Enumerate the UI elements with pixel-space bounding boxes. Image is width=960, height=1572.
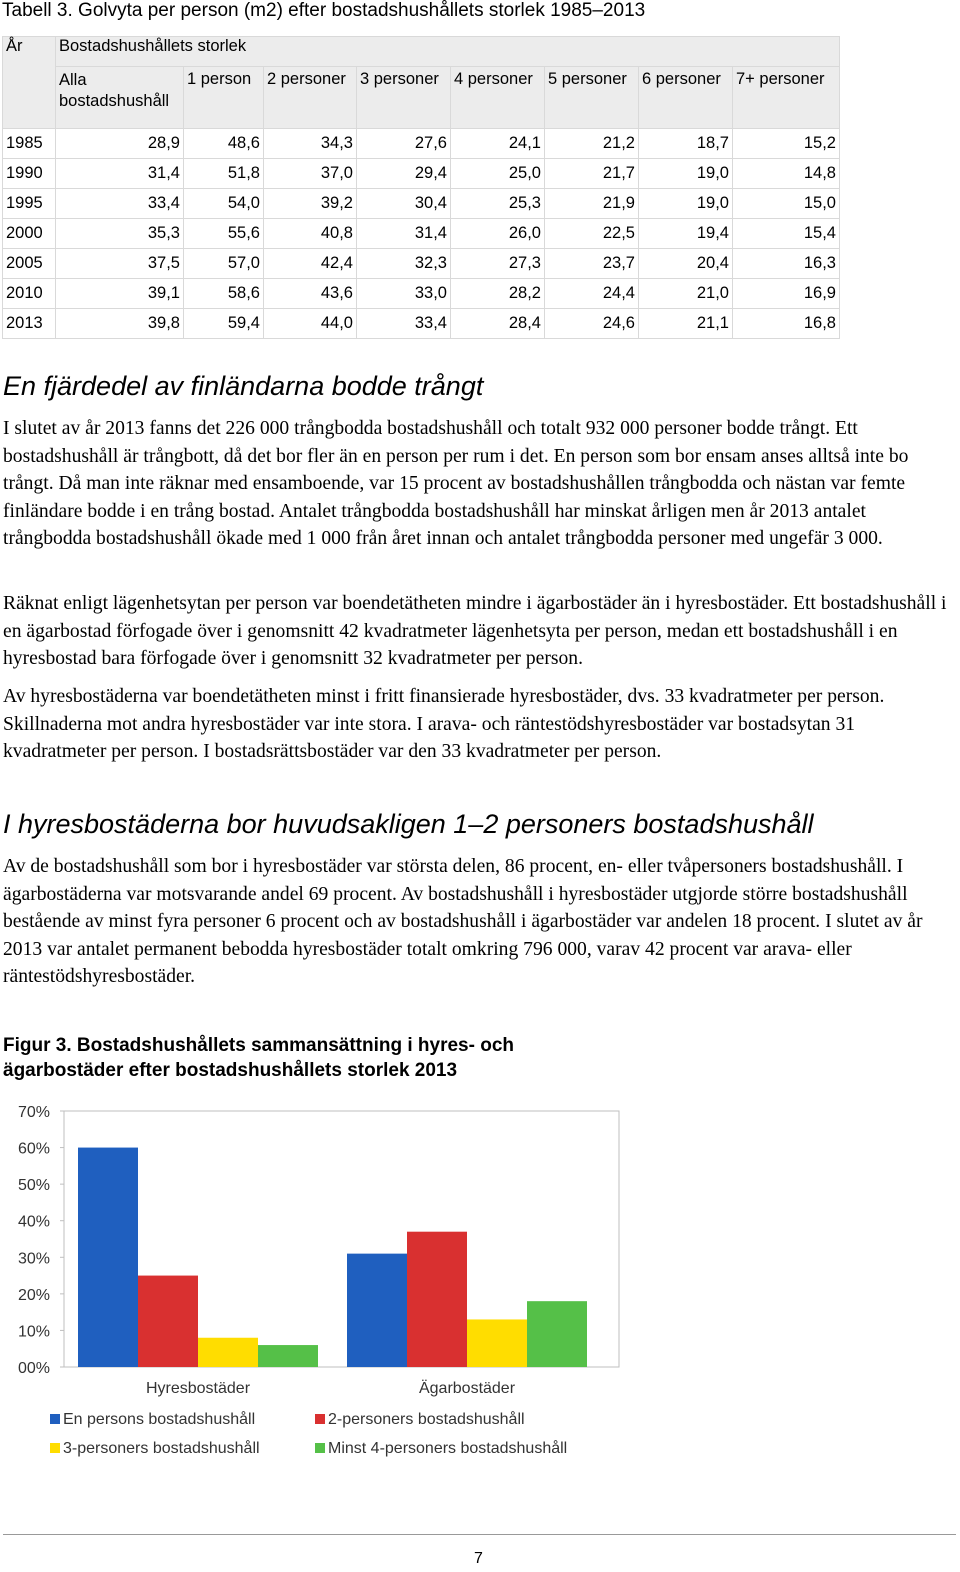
data-table xyxy=(2,36,840,339)
bar xyxy=(138,1276,198,1367)
value-cell: 19,4 xyxy=(639,219,733,249)
value-cell: 51,8 xyxy=(184,159,264,189)
value-cell: 57,0 xyxy=(184,249,264,279)
paragraph: I slutet av år 2013 fanns det 226 000 trångbodda bostadshushåll och totalt 932 000 personer bodde trångt. Ett bostadshushåll är trångbott, då det bor fler än en person per rum i det. En person som bor ensam anses alltså inte bo trångt. Då man inte räknar med ensamboende, var 15 procent av bostadshushållen trångbodda och nästan var femte finländare bodde i en trång bostad. Antalet trångbodda bostadshushåll har minskat årligen men år 2013 antalet trångbodda bostadshushåll ökade med 1 000 från året innan och antalet trångbodda personer med ungefär 3 000. xyxy=(3,418,909,549)
paragraph: Räknat enligt lägenhetsytan per person var boendetätheten mindre i ägarbostäder än i hyresbostäder. Ett bostadshushåll i en ägarbostad förfogade över i genomsnitt 42 kvadratmeter lägenhetsyta per person, medan ett bostadshushåll i en hyresbostad bara förfogade över i genomsnitt 32 kvadratmeter per person. xyxy=(3,593,947,669)
y-tick-label: 70% xyxy=(17,1104,50,1121)
value-cell: 28,9 xyxy=(56,129,184,159)
column-header: 4 personer xyxy=(451,67,545,129)
value-cell: 33,0 xyxy=(357,279,451,309)
legend-label: 2-personers bostadshushåll xyxy=(328,1411,525,1428)
value-cell: 21,0 xyxy=(639,279,733,309)
value-cell: 28,2 xyxy=(451,279,545,309)
paragraph: Av hyresbostäderna var boendetätheten minst i fritt finansierade hyresbostäder, dvs. 33 kvadratmeter per person. Skillnaderna mot andra hyresbostäder var inte stora. I arava- och räntestödshyresbostäder var bostadsytan 31 kvadratmeter per person. I bostadsrättsbostäder var den 33 kvadratmeter per person. xyxy=(3,686,885,762)
value-cell: 24,4 xyxy=(545,279,639,309)
column-header: 6 personer xyxy=(639,67,733,129)
value-cell: 25,3 xyxy=(451,189,545,219)
value-cell: 55,6 xyxy=(184,219,264,249)
value-cell: 44,0 xyxy=(264,309,357,339)
table-row xyxy=(3,279,840,309)
column-header: 5 personer xyxy=(545,67,639,129)
section-heading: En fjärdedel av finländarna bodde trångt xyxy=(3,371,484,401)
value-cell: 20,4 xyxy=(639,249,733,279)
value-cell: 43,6 xyxy=(264,279,357,309)
y-tick-label: 30% xyxy=(17,1250,50,1268)
legend-label: En persons bostadshushåll xyxy=(63,1411,256,1428)
value-cell: 39,2 xyxy=(264,189,357,219)
legend-label: 3-personers bostadshushåll xyxy=(63,1440,260,1457)
column-header: 2 personer xyxy=(264,67,357,129)
bar xyxy=(78,1148,138,1367)
value-cell: 31,4 xyxy=(357,219,451,249)
footer-rule xyxy=(3,1534,956,1535)
value-cell: 29,4 xyxy=(357,159,451,189)
y-tick-label: 00% xyxy=(17,1360,50,1377)
bar xyxy=(407,1232,467,1367)
bar xyxy=(258,1345,318,1367)
value-cell: 42,4 xyxy=(264,249,357,279)
value-cell: 14,8 xyxy=(733,159,840,189)
column-header: 7+ personer xyxy=(733,67,840,129)
value-cell: 24,1 xyxy=(451,129,545,159)
value-cell: 21,2 xyxy=(545,129,639,159)
value-cell: 21,7 xyxy=(545,159,639,189)
y-tick-label: 50% xyxy=(17,1177,50,1195)
x-tick-label: Hyresbostäder xyxy=(145,1380,251,1397)
value-cell: 37,5 xyxy=(56,249,184,279)
table-row xyxy=(3,189,840,219)
group-header: Bostadshushållets storlek xyxy=(56,37,840,67)
value-cell: 35,3 xyxy=(56,219,184,249)
value-cell: 37,0 xyxy=(264,159,357,189)
y-tick-label: 60% xyxy=(17,1140,50,1158)
value-cell: 39,1 xyxy=(56,279,184,309)
column-header: 3 personer xyxy=(357,67,451,129)
value-cell: 28,4 xyxy=(451,309,545,339)
y-tick-label: 10% xyxy=(17,1323,50,1341)
page-number: 7 xyxy=(474,1550,483,1567)
value-cell: 16,9 xyxy=(733,279,840,309)
value-cell: 19,0 xyxy=(639,159,733,189)
section-heading: I hyresbostäderna bor huvudsakligen 1–2 personers bostadshushåll xyxy=(3,809,814,839)
table-row xyxy=(3,129,840,159)
value-cell: 21,1 xyxy=(639,309,733,339)
bar-chart xyxy=(0,1095,620,1475)
value-cell: 19,0 xyxy=(639,189,733,219)
bar xyxy=(198,1338,258,1367)
bar xyxy=(347,1254,407,1367)
value-cell: 16,3 xyxy=(733,249,840,279)
value-cell: 15,4 xyxy=(733,219,840,249)
year-cell: 2010 xyxy=(3,279,56,309)
table-row xyxy=(3,309,840,339)
table-title: Tabell 3. Golvyta per person (m2) efter bostadshushållets storlek 1985–2013 xyxy=(2,0,646,21)
legend-swatch xyxy=(315,1443,325,1453)
value-cell: 15,0 xyxy=(733,189,840,219)
value-cell: 32,3 xyxy=(357,249,451,279)
value-cell: 23,7 xyxy=(545,249,639,279)
value-cell: 27,3 xyxy=(451,249,545,279)
bar xyxy=(527,1301,587,1367)
legend-swatch xyxy=(50,1443,60,1453)
value-cell: 15,2 xyxy=(733,129,840,159)
y-tick-label: 40% xyxy=(17,1213,50,1231)
value-cell: 31,4 xyxy=(56,159,184,189)
legend-label: Minst 4-personers bostadshushåll xyxy=(328,1440,568,1457)
y-tick-label: 20% xyxy=(17,1286,50,1304)
year-cell: 2000 xyxy=(3,219,56,249)
value-cell: 34,3 xyxy=(264,129,357,159)
year-cell: 2005 xyxy=(3,249,56,279)
year-cell: 1985 xyxy=(3,129,56,159)
table-row xyxy=(3,159,840,189)
value-cell: 26,0 xyxy=(451,219,545,249)
value-cell: 27,6 xyxy=(357,129,451,159)
value-cell: 58,6 xyxy=(184,279,264,309)
legend-swatch xyxy=(315,1414,325,1424)
year-cell: 1995 xyxy=(3,189,56,219)
column-header: Alla bostadshushåll xyxy=(56,67,184,129)
value-cell: 30,4 xyxy=(357,189,451,219)
value-cell: 54,0 xyxy=(184,189,264,219)
table-row xyxy=(3,249,840,279)
value-cell: 21,9 xyxy=(545,189,639,219)
table-row xyxy=(3,219,840,249)
value-cell: 24,6 xyxy=(545,309,639,339)
column-header: 1 person xyxy=(184,67,264,129)
year-cell: 1990 xyxy=(3,159,56,189)
year-header: År xyxy=(3,37,56,129)
value-cell: 33,4 xyxy=(56,189,184,219)
value-cell: 59,4 xyxy=(184,309,264,339)
value-cell: 18,7 xyxy=(639,129,733,159)
value-cell: 39,8 xyxy=(56,309,184,339)
value-cell: 33,4 xyxy=(357,309,451,339)
figure-caption: Figur 3. Bostadshushållets sammansättning i hyres- och ägarbostäder efter bostadshushållets storlek 2013 xyxy=(3,1035,515,1081)
value-cell: 48,6 xyxy=(184,129,264,159)
value-cell: 40,8 xyxy=(264,219,357,249)
bar xyxy=(467,1319,527,1367)
x-tick-label: Ägarbostäder xyxy=(418,1380,516,1397)
value-cell: 22,5 xyxy=(545,219,639,249)
value-cell: 25,0 xyxy=(451,159,545,189)
paragraph: Av de bostadshushåll som bor i hyresbostäder var största delen, 86 procent, en- eller tvåpersoners bostadshushåll. I ägarbostäderna var motsvarande andel 69 procent. Av bostadshushåll i hyresbostäder utgjorde större bostadshushåll bestående av minst fyra personer 6 procent och av bostadshushåll i ägarbostäder var andelen 18 procent. I slutet av år 2013 var antalet permanent bebodda hyresbostäder totalt omkring 796 000, varav 42 procent var arava- eller räntestödshyresbostäder. xyxy=(3,856,923,987)
legend-swatch xyxy=(50,1414,60,1424)
value-cell: 16,8 xyxy=(733,309,840,339)
year-cell: 2013 xyxy=(3,309,56,339)
